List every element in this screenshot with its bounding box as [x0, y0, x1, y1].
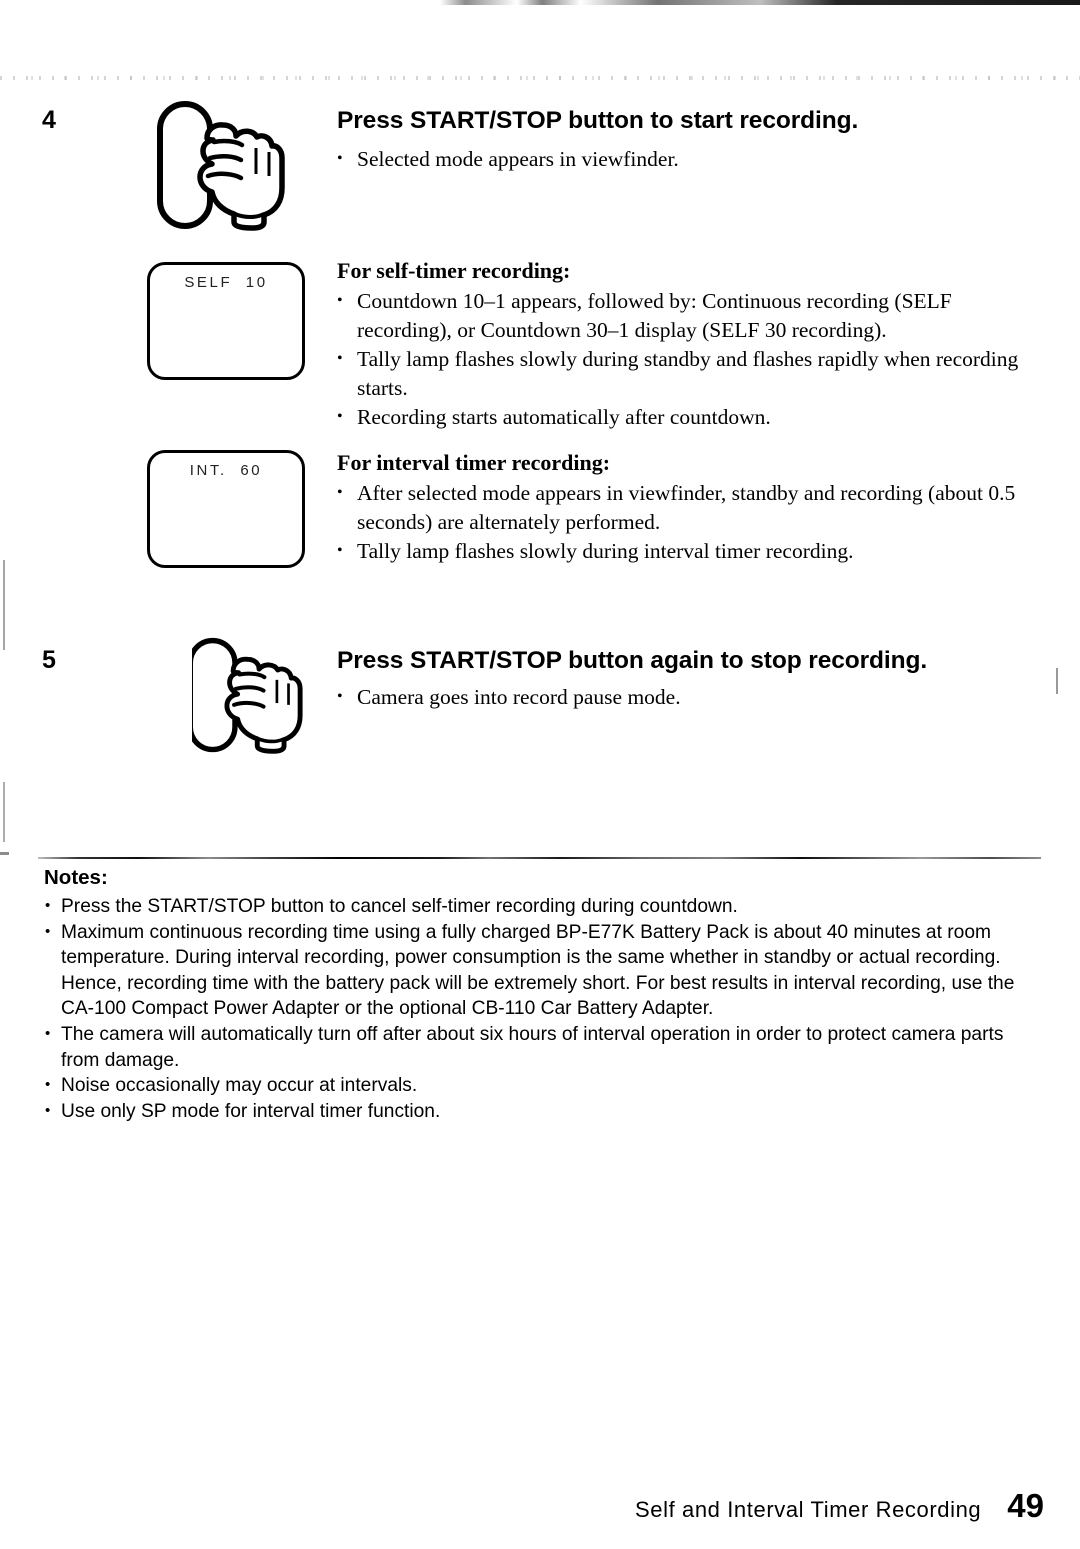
scan-artifact-rule-left-tick [0, 852, 9, 855]
note-item: • Press the START/STOP button to cancel self-timer recording during countdown. [44, 894, 1044, 920]
viewfinder-display-self [147, 262, 305, 380]
bullet-item: • After selected mode appears in viewfinder, standby and recording (about 0.5 seconds) are alternately performed. [337, 479, 1037, 537]
note-item: • Maximum continuous recording time using a fully charged BP-E77K Battery Pack is about 40 minutes at room temperature. During interval recording, power consumption is the same whether in standby or actual recording. Hence, recording time with the battery pack will be extremely short. For best results in interval recording, use the CA-100 Compact Power Adapter or the optional CB-110 Car Battery Adapter. [44, 920, 1044, 1022]
scan-artifact-left-margin-lower [3, 782, 5, 842]
scan-artifact-left-margin-upper [3, 560, 5, 650]
bullet-item: • Tally lamp flashes slowly during standby and flashes rapidly when recording starts. [337, 345, 1027, 403]
self-timer-bullets [337, 287, 1027, 432]
scan-artifact-speckle-line [0, 76, 1080, 80]
hand-pressing-button-icon-2 [192, 637, 327, 767]
step-5-heading: Press START/STOP button again to stop recording. [337, 647, 928, 674]
viewfinder-interval-text: INT. 60 [189, 462, 263, 479]
step-number-4: 4 [42, 106, 56, 134]
footer-section-title: Self and Interval Timer Recording [634, 1497, 982, 1522]
viewfinder-display-interval [147, 450, 305, 568]
page-footer [635, 1487, 1044, 1525]
notes-divider-rule [38, 857, 1041, 859]
interval-timer-section-title: For interval timer recording: [337, 450, 611, 475]
viewfinder-self-text: SELF 10 [184, 274, 268, 291]
step-number-5: 5 [42, 646, 56, 674]
interval-timer-bullets [337, 479, 1037, 566]
bullet-item: • Camera goes into record pause mode. [337, 683, 1027, 712]
note-item: • The camera will automatically turn off after about six hours of interval operation in order to protect camera parts from damage. [44, 1022, 1044, 1073]
step-4-heading: Press START/STOP button to start recording. [337, 107, 859, 134]
step-5-bullets [337, 683, 1027, 712]
bullet-item: • Tally lamp flashes slowly during interval timer recording. [337, 537, 1037, 566]
note-item: • Noise occasionally may occur at intervals. [44, 1073, 1044, 1099]
scan-artifact-right-margin [1056, 668, 1058, 694]
bullet-item: • Countdown 10–1 appears, followed by: Continuous recording (SELF recording), or Countdown 30–1 display (SELF 30 recording). [337, 287, 1027, 345]
scan-artifact-top-edge [440, 0, 1080, 5]
bullet-item: • Selected mode appears in viewfinder. [337, 145, 1027, 174]
notes-list [44, 894, 1044, 1124]
bullet-item: • Recording starts automatically after countdown. [337, 403, 1027, 432]
hand-pressing-button-icon [152, 96, 287, 241]
step-4-bullets [337, 145, 1027, 174]
page-number: 49 [1007, 1487, 1044, 1524]
self-timer-section-title: For self-timer recording: [337, 258, 571, 283]
note-item: • Use only SP mode for interval timer function. [44, 1099, 1044, 1125]
notes-heading: Notes: [44, 866, 108, 889]
